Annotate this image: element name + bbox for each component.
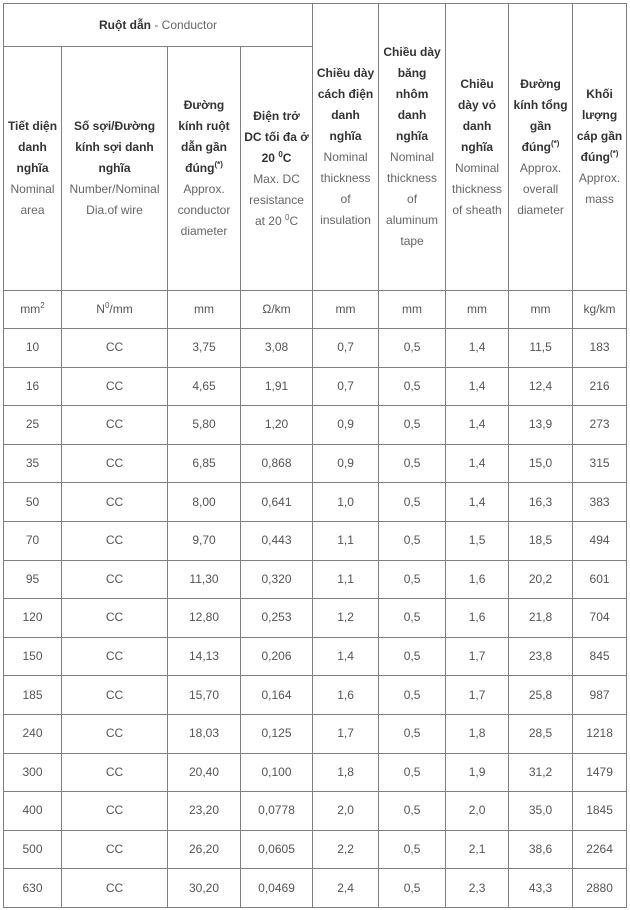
table-cell: 5,80 — [168, 406, 241, 445]
table-cell: 216 — [573, 367, 627, 406]
table-cell: 2,0 — [446, 792, 509, 831]
table-cell: 273 — [573, 406, 627, 445]
table-cell: 1,4 — [313, 637, 379, 676]
table-cell: 95 — [4, 560, 62, 599]
header-en: Approx. conductor diameter — [177, 182, 231, 238]
table-cell: 0,5 — [379, 483, 446, 522]
table-cell: 30,20 — [168, 869, 241, 908]
table-row — [4, 406, 627, 445]
table-cell: 28,5 — [509, 714, 573, 753]
table-cell: 2,1 — [446, 830, 509, 869]
table-cell: 1,5 — [446, 521, 509, 560]
unit-cell: mm — [313, 291, 379, 329]
table-cell: CC — [62, 637, 168, 676]
table-cell: 0,868 — [241, 444, 313, 483]
table-cell: 383 — [573, 483, 627, 522]
unit-cell: mm — [379, 291, 446, 329]
table-cell: 1,1 — [313, 560, 379, 599]
table-cell: 240 — [4, 714, 62, 753]
table-cell: CC — [62, 599, 168, 638]
header-vi: Số sợi/Đường kính sợi danh nghĩa — [73, 119, 156, 175]
table-cell: 18,03 — [168, 714, 241, 753]
table-cell: 20,40 — [168, 753, 241, 792]
table-cell: 0,5 — [379, 560, 446, 599]
table-cell: 1,8 — [446, 714, 509, 753]
table-cell: 0,253 — [241, 599, 313, 638]
table-cell: 400 — [4, 792, 62, 831]
table-row — [4, 637, 627, 676]
table-cell: 0,5 — [379, 637, 446, 676]
header-en: Nominal thickness of aluminum tape — [386, 150, 439, 248]
table-cell: 16,3 — [509, 483, 573, 522]
table-cell: 0,9 — [313, 444, 379, 483]
table-cell: 25,8 — [509, 676, 573, 715]
table-cell: 2264 — [573, 830, 627, 869]
unit-row — [4, 291, 627, 329]
table-cell: 183 — [573, 329, 627, 368]
table-cell: 0,125 — [241, 714, 313, 753]
group-header-vi: Ruột dẫn — [99, 17, 151, 32]
table-cell: 0,320 — [241, 560, 313, 599]
table-cell: CC — [62, 367, 168, 406]
table-row — [4, 599, 627, 638]
header-en: Nominal thickness of insulation — [320, 150, 371, 227]
table-cell: 23,20 — [168, 792, 241, 831]
header-wire-count — [62, 47, 168, 291]
table-cell: 0,0778 — [241, 792, 313, 831]
table-cell: 2,2 — [313, 830, 379, 869]
table-row — [4, 830, 627, 869]
table-cell: 43,3 — [509, 869, 573, 908]
table-cell: 8,00 — [168, 483, 241, 522]
table-cell: 14,13 — [168, 637, 241, 676]
table-cell: CC — [62, 792, 168, 831]
header-en: Nominal thickness of sheath — [452, 160, 503, 217]
table-cell: CC — [62, 329, 168, 368]
table-cell: 35,0 — [509, 792, 573, 831]
table-cell: 0,5 — [379, 329, 446, 368]
table-row — [4, 560, 627, 599]
table-row — [4, 792, 627, 831]
header-nominal-area — [4, 47, 62, 291]
table-cell: 1,6 — [446, 560, 509, 599]
table-cell: 1,6 — [446, 599, 509, 638]
header-sheath — [446, 4, 509, 291]
table-cell: 25 — [4, 406, 62, 445]
group-header-row — [4, 4, 627, 47]
header-en: Nominal area — [10, 182, 55, 217]
table-cell: 494 — [573, 521, 627, 560]
table-cell: CC — [62, 869, 168, 908]
table-cell: 0,0469 — [241, 869, 313, 908]
table-cell: 2,3 — [446, 869, 509, 908]
table-cell: 31,2 — [509, 753, 573, 792]
table-cell: 9,70 — [168, 521, 241, 560]
table-cell: CC — [62, 830, 168, 869]
table-cell: 13,9 — [509, 406, 573, 445]
header-mass — [573, 4, 627, 291]
table-cell: 0,5 — [379, 792, 446, 831]
table-cell: 12,4 — [509, 367, 573, 406]
table-cell: 3,08 — [241, 329, 313, 368]
table-cell: 10 — [4, 329, 62, 368]
table-cell: CC — [62, 444, 168, 483]
table-cell: CC — [62, 521, 168, 560]
table-cell: CC — [62, 753, 168, 792]
table-cell: 0,164 — [241, 676, 313, 715]
unit-cell: $mm^2$ — [4, 291, 62, 329]
table-cell: 70 — [4, 521, 62, 560]
table-cell: 3,75 — [168, 329, 241, 368]
table-cell: 0,443 — [241, 521, 313, 560]
table-cell: 1,1 — [313, 521, 379, 560]
group-header-separator: - — [151, 17, 162, 32]
table-cell: 1,4 — [446, 367, 509, 406]
header-en: Max. DC resistance at 20 $^0$C — [249, 171, 304, 228]
header-vi: Khối lượng cáp gần đúng(*) — [576, 87, 623, 164]
header-conductor-diameter — [168, 47, 241, 291]
table-cell: 1218 — [573, 714, 627, 753]
table-body — [4, 329, 627, 908]
header-aluminum-tape — [379, 4, 446, 291]
table-cell: 1,6 — [313, 676, 379, 715]
header-vi: Điện trở DC tối đa ở 20 $^0$C — [244, 108, 309, 165]
table-cell: 0,7 — [313, 329, 379, 368]
table-cell: 4,65 — [168, 367, 241, 406]
table-cell: 0,5 — [379, 714, 446, 753]
table-cell: 0,5 — [379, 869, 446, 908]
unit-cell: mm — [509, 291, 573, 329]
table-cell: 0,5 — [379, 406, 446, 445]
table-row — [4, 521, 627, 560]
conductor-group-header — [4, 4, 313, 47]
table-row — [4, 869, 627, 908]
table-cell: 0,5 — [379, 367, 446, 406]
table-row — [4, 714, 627, 753]
table-cell: 0,641 — [241, 483, 313, 522]
header-overall-diameter — [509, 4, 573, 291]
table-cell: 2,0 — [313, 792, 379, 831]
header-insulation — [313, 4, 379, 291]
table-cell: CC — [62, 676, 168, 715]
table-cell: 0,5 — [379, 444, 446, 483]
table-cell: 1,0 — [313, 483, 379, 522]
table-cell: 1479 — [573, 753, 627, 792]
header-en: Approx. mass — [578, 171, 621, 206]
header-vi: Chiều dày vỏ danh nghĩa — [458, 76, 497, 154]
table-cell: 1,4 — [446, 329, 509, 368]
header-vi: Đường kính tổng gần đúng(*) — [513, 76, 568, 154]
table-cell: CC — [62, 560, 168, 599]
table-cell: 35 — [4, 444, 62, 483]
table-cell: 1,7 — [446, 637, 509, 676]
table-cell: 601 — [573, 560, 627, 599]
table-row — [4, 367, 627, 406]
unit-cell: kg/km — [573, 291, 627, 329]
table-cell: 0,5 — [379, 599, 446, 638]
table-cell: 2880 — [573, 869, 627, 908]
table-cell: 50 — [4, 483, 62, 522]
table-cell: CC — [62, 406, 168, 445]
table-cell: 0,206 — [241, 637, 313, 676]
table-cell: 15,0 — [509, 444, 573, 483]
table-cell: 300 — [4, 753, 62, 792]
table-cell: 1,2 — [313, 599, 379, 638]
table-cell: 1,20 — [241, 406, 313, 445]
table-cell: 21,8 — [509, 599, 573, 638]
table-cell: 11,5 — [509, 329, 573, 368]
unit-cell: $N^0/mm$ — [62, 291, 168, 329]
table-row — [4, 444, 627, 483]
table-cell: 20,2 — [509, 560, 573, 599]
table-cell: 630 — [4, 869, 62, 908]
table-cell: 12,80 — [168, 599, 241, 638]
table-cell: 150 — [4, 637, 62, 676]
table-cell: 0,0605 — [241, 830, 313, 869]
table-cell: 6,85 — [168, 444, 241, 483]
table-cell: 500 — [4, 830, 62, 869]
table-cell: 0,5 — [379, 676, 446, 715]
unit-cell: mm — [446, 291, 509, 329]
table-cell: 0,9 — [313, 406, 379, 445]
table-cell: 1,4 — [446, 483, 509, 522]
table-cell: 1,4 — [446, 406, 509, 445]
table-cell: 15,70 — [168, 676, 241, 715]
table-cell: 185 — [4, 676, 62, 715]
table-cell: 120 — [4, 599, 62, 638]
table-row — [4, 676, 627, 715]
table-cell: 11,30 — [168, 560, 241, 599]
table-cell: CC — [62, 714, 168, 753]
table-row — [4, 329, 627, 368]
unit-cell: Ω/km — [241, 291, 313, 329]
header-vi: Tiết diện danh nghĩa — [7, 119, 58, 175]
table-cell: 0,5 — [379, 753, 446, 792]
header-vi: Chiều dày băng nhôm danh nghĩa — [383, 45, 441, 143]
group-header-en: Conductor — [161, 17, 218, 32]
table-cell: 0,7 — [313, 367, 379, 406]
table-cell: 38,6 — [509, 830, 573, 869]
table-cell: 845 — [573, 637, 627, 676]
unit-cell: mm — [168, 291, 241, 329]
table-cell: 1,9 — [446, 753, 509, 792]
table-cell: 1,7 — [313, 714, 379, 753]
table-cell: 1845 — [573, 792, 627, 831]
header-vi: Chiều dày cách điện danh nghĩa — [316, 66, 375, 143]
table-cell: 18,5 — [509, 521, 573, 560]
table-row — [4, 753, 627, 792]
table-cell: 23,8 — [509, 637, 573, 676]
table-cell: 0,5 — [379, 521, 446, 560]
table-row — [4, 483, 627, 522]
table-cell: 26,20 — [168, 830, 241, 869]
cable-spec-table — [3, 3, 627, 908]
table-cell: 1,91 — [241, 367, 313, 406]
table-cell: 1,4 — [446, 444, 509, 483]
table-cell: 987 — [573, 676, 627, 715]
table-cell: 2,4 — [313, 869, 379, 908]
table-cell: CC — [62, 483, 168, 522]
table-cell: 0,5 — [379, 830, 446, 869]
table-cell: 1,8 — [313, 753, 379, 792]
header-vi: Đường kính ruột dẫn gần đúng(*) — [178, 98, 230, 175]
table-cell: 1,7 — [446, 676, 509, 715]
table-cell: 315 — [573, 444, 627, 483]
header-en: Approx. overall diameter — [517, 160, 564, 217]
header-en: Number/Nominal Dia.of wire — [69, 182, 160, 217]
table-cell: 704 — [573, 599, 627, 638]
header-dc-resistance — [241, 47, 313, 291]
table-cell: 16 — [4, 367, 62, 406]
table-cell: 0,100 — [241, 753, 313, 792]
